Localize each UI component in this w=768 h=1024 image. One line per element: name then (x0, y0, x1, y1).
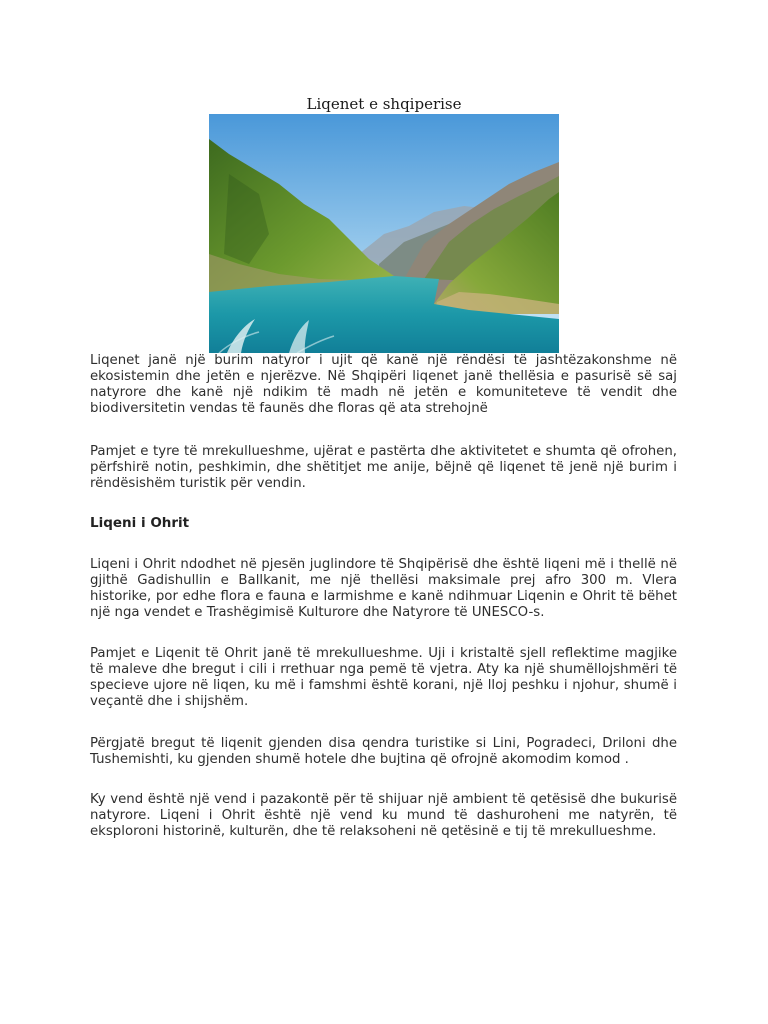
section-heading: Liqeni i Ohrit (90, 515, 190, 531)
tourist-centers-paragraph: Përgjatë bregut të liqenit gjenden disa qendra turistike si Lini, Pogradeci, Driloni dhe Tushemishti, ku gjenden shumë hotele dhe bujtina që ofrojnë akomodim komod . (90, 736, 677, 767)
ohrid-views-paragraph: Pamjet e Liqenit të Ohrit janë të mrekullueshme. Uji i kristaltë sjell reflektime magjike të maleve dhe bregut i cili i rrethuar nga pemë të vjetra. Aty ka një shumëllojshmëri të specieve ujore në liqen, ku më i famshmi është korani, një lloj peshku i njohur, shumë i veçantë dhe i shijshëm. (90, 646, 677, 709)
tourism-paragraph: Pamjet e tyre të mrekullueshme, ujërat e pastërta dhe aktivitetet e shumta që ofrohen, përfshirë notin, peshkimin, dhe shëtitjet me anije, bëjnë që liqenet të jenë një burim i rëndësishëm turistik për vendin. (90, 444, 677, 491)
lake-photo-illustration (209, 114, 559, 353)
page-title: Liqenet e shqiperise (306, 95, 462, 113)
intro-paragraph: Liqenet janë një burim natyror i ujit që kanë një rëndësi të jashtëzakonshme në ekosistemin dhe jetën e njerëzve. Në Shqipëri liqenet janë thellësia e pasurisë së saj natyrore dhe kanë një ndikim të madh në jetën e komuniteteve të vendit dhe biodiversitetin vendas të faunës dhe floras që ata strehojnë (90, 353, 677, 416)
ohrid-location-paragraph: Liqeni i Ohrit ndodhet në pjesën juglindore të Shqipërisë dhe është liqeni më i thellë në gjithë Gadishullin e Ballkanit, me një thellësi maksimale prej afro 300 m. Vlera historike, por edhe flora e fauna e larmishme e kanë ndihmuar Liqenin e Ohrit të bëhet një nga vendet e Trashëgimisë Kulturore dhe Natyrore të UNESCO-s. (90, 557, 677, 620)
closing-paragraph: Ky vend është një vend i pazakontë për të shijuar një ambient të qetësisë dhe bukurisë natyrore. Liqeni i Ohrit është një vend ku mund të dashuroheni me natyrën, të eksploroni historinë, kulturën, dhe të relaksoheni në qetësinë e tij të mrekullueshme. (90, 792, 677, 839)
lake-landscape-photo (209, 114, 559, 353)
